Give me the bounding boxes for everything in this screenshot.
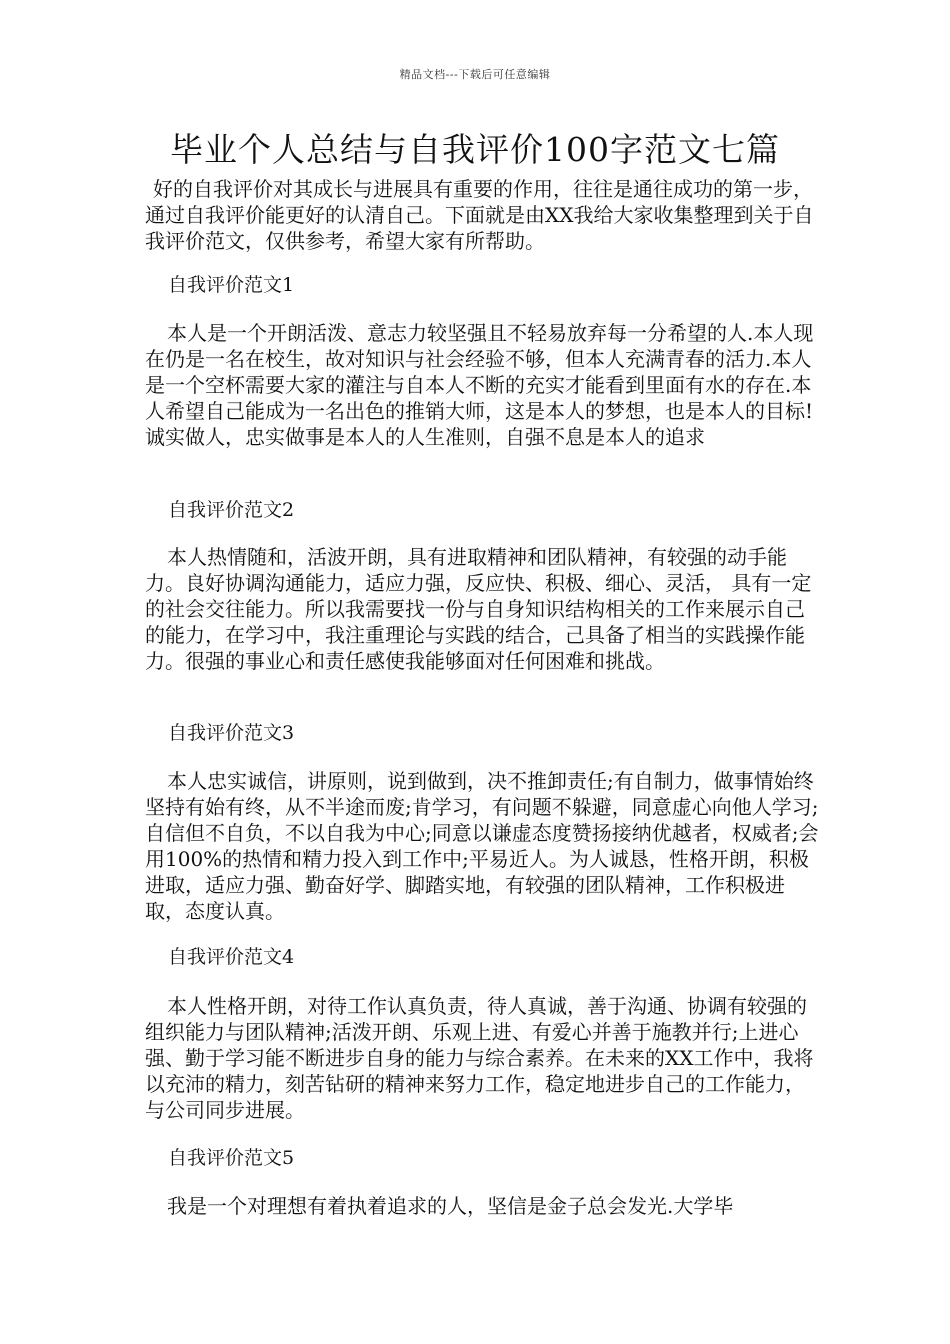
section-paragraph-2: 本人热情随和，活波开朗，具有进取精神和团队精神，有较强的动手能力。良好协调沟通能力，适应力强，反应快、积极、细心、灵活， 具有一定的社会交往能力。所以我需要找一份与自身知识结构相关的工作来展示自己的能力，在学习中，我注重理论与实践的结合，己具备了相当的实践操作能力。很强的事业心和责任感使我能够面对任何困难和挑战。 [145,545,812,673]
document-title: 毕业个人总结与自我评价100字范文七篇 [170,130,780,169]
section-heading-2: 自我评价范文2 [168,499,295,521]
section-heading-3: 自我评价范文3 [168,722,295,744]
section-paragraph-3: 本人忠实诚信，讲原则，说到做到，决不推卸责任;有自制力，做事情始终坚持有始有终，从不半途而废;肯学习，有问题不躲避，同意虚心向他人学习;自信但不自负，不以自我为中心;同意以谦虚态度赞扬接纳优越者，权威者;会用100%的热情和精力投入到工作中;平易近人。为人诚恳，性格开朗，积极进取，适应力强、勤奋好学、脚踏实地，有较强的团队精神，工作积极进取，态度认真。 [145,769,819,923]
section-heading-5: 自我评价范文5 [168,1147,295,1169]
header-note: 精品文档---下载后可任意编辑 [399,68,551,81]
section-paragraph-5: 我是一个对理想有着执着追求的人，坚信是金子总会发光.大学毕 [167,1194,734,1218]
section-paragraph-4: 本人性格开朗，对待工作认真负责，待人真诚，善于沟通、协调有较强的组织能力与团队精神;活泼开朗、乐观上进、有爱心并善于施教并行;上进心强、勤于学习能不断进步自身的能力与综合素养。在未来的XX工作中，我将以充沛的精力，刻苦钻研的精神来努力工作，稳定地进步自己的工作能力，与公司同步进展。 [145,994,814,1122]
section-paragraph-1: 本人是一个开朗活泼、意志力较坚强且不轻易放弃每一分希望的人.本人现在仍是一名在校生，故对知识与社会经验不够，但本人充满青春的活力.本人是一个空杯需要大家的灌注与自本人不断的充实才能看到里面有水的存在.本人希望自己能成为一名出色的推销大师，这是本人的梦想，也是本人的目标!诚实做人，忠实做事是本人的人生准则，自强不息是本人的追求 [145,321,814,449]
section-heading-4: 自我评价范文4 [168,946,295,968]
section-heading-1: 自我评价范文1 [168,274,295,296]
intro-paragraph: 好的自我评价对其成长与进展具有重要的作用，往往是通往成功的第一步，通过自我评价能更好的认清自己。下面就是由XX我给大家收集整理到关于自我评价范文，仅供参考，希望大家有所帮助。 [145,177,814,253]
